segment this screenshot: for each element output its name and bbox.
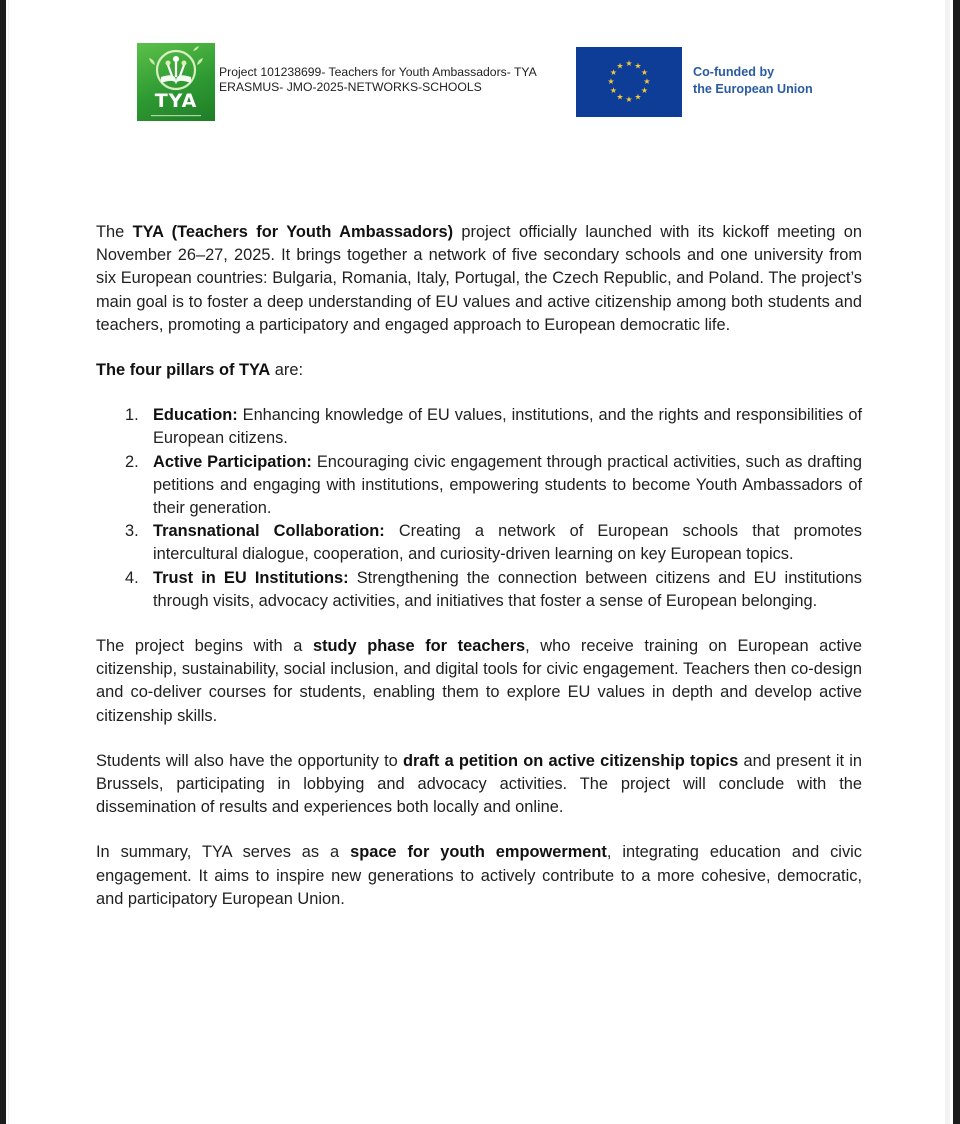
pillar-item: [96, 520, 862, 566]
pillar-item: [96, 404, 862, 450]
tya-logo-text: TYA: [154, 90, 198, 112]
paragraph-text: and present it in Brussels, participating in lobbying and advocacy activities. The project will conclude with the dissemination of results and experiences both locally and online.: [96, 751, 863, 817]
paragraph-text: The project begins with a: [96, 637, 313, 656]
pillar-text: Creating a network of European schools that promotes intercultural dialogue, cooperation, and curiosity-driven learning on key European topics.: [153, 522, 862, 564]
svg-text:★: ★: [640, 86, 649, 95]
pillars-heading-bold: The four pillars of TYA: [96, 361, 271, 380]
pillars-heading: [96, 359, 862, 382]
pillar-number: 3.: [125, 522, 139, 541]
pillar-text: Strengthening the connection between citizens and EU institutions through visits, advocacy activities, and initiatives that foster a sense of European belonging.: [153, 568, 862, 610]
svg-text:★: ★: [634, 92, 642, 102]
intro-text: project officially launched with its kickoff meeting on November 26–27, 2025. It brings together a network of five secondary schools and one university from six European countries: Bulgaria, Romania, Italy, Portugal, the Czech Republic, and Poland. The project’s main goal is to foster a deep understanding of EU values and active citizenship among both students and teachers, promoting a participatory and engaged approach to European democratic life.: [96, 223, 862, 334]
study-phase-paragraph: [96, 635, 862, 728]
intro-bold-text: TYA (Teachers for Youth Ambassadors): [132, 223, 454, 241]
project-line-2: ERASMUS- JMO-2025-NETWORKS-SCHOOLS: [219, 80, 482, 94]
pillar-number: 4.: [125, 568, 139, 587]
paragraph-bold-text: draft a petition on active citizenship topics: [402, 751, 739, 770]
petition-paragraph: [96, 750, 862, 820]
svg-text:★: ★: [625, 59, 633, 68]
page-edge: [945, 0, 950, 1124]
svg-text:★: ★: [634, 61, 642, 71]
pillars-heading-rest: are:: [270, 361, 304, 380]
project-info: [219, 65, 537, 95]
svg-text:★: ★: [609, 68, 618, 77]
paragraph-text: , integrating education and civic engagement. It aims to inspire new generations to actively contribute to a more cohesive, democratic, and participatory European Union.: [96, 843, 862, 908]
project-line-1: Project 101238699- Teachers for Youth Ambassadors- TYA: [219, 65, 537, 79]
pillar-item: [96, 567, 862, 613]
svg-text:★: ★: [609, 86, 618, 95]
svg-text:★: ★: [625, 95, 633, 104]
svg-text:★: ★: [640, 68, 649, 77]
pillar-text: Encouraging civic engagement through practical activities, such as drafting petitions and engaging with institutions, empowering students to become Youth Ambassadors of their generation.: [153, 452, 863, 518]
paragraph-text: Students will also have the opportunity to: [96, 751, 403, 770]
cofunded-line-2: the European Union: [693, 82, 813, 96]
pillar-title: Trust in EU Institutions:: [153, 568, 349, 587]
intro-text: The: [96, 223, 133, 241]
pillar-number: 1.: [125, 406, 139, 425]
svg-text:★: ★: [607, 77, 615, 86]
paragraph-text: , who receive training on European active citizenship, sustainability, social inclusion, and digital tools for civic engagement. Teachers then co-design and co-deliver courses for students, enabling them to explore EU values in depth and develop active citizenship skills.: [96, 637, 862, 725]
svg-text:★: ★: [616, 61, 624, 71]
pillar-item: [96, 451, 862, 521]
cofunded-label: [693, 64, 813, 98]
cofunded-line-1: Co-funded by: [693, 65, 775, 79]
intro-paragraph: [96, 221, 862, 337]
eu-flag: [576, 47, 682, 117]
paragraph-text: In summary, TYA serves as a: [96, 843, 351, 862]
pillars-list: [96, 404, 862, 613]
svg-text:★: ★: [616, 92, 624, 102]
page-edge: [8, 0, 9, 1124]
pillar-title: Transnational Collaboration:: [153, 522, 385, 541]
document-body: [96, 221, 862, 911]
svg-text:★: ★: [643, 77, 651, 86]
pillar-number: 2.: [125, 452, 139, 471]
summary-paragraph: [96, 841, 862, 911]
pillar-text: Enhancing knowledge of EU values, institutions, and the rights and responsibilities of European citizens.: [153, 406, 862, 448]
pillar-title: Active Participation:: [153, 452, 312, 471]
paragraph-bold-text: space for youth empowerment: [350, 843, 607, 862]
eu-stars-icon: [576, 47, 682, 117]
paragraph-bold-text: study phase for teachers: [312, 637, 526, 656]
pillar-title: Education:: [153, 406, 238, 425]
tya-logo: [137, 43, 215, 121]
